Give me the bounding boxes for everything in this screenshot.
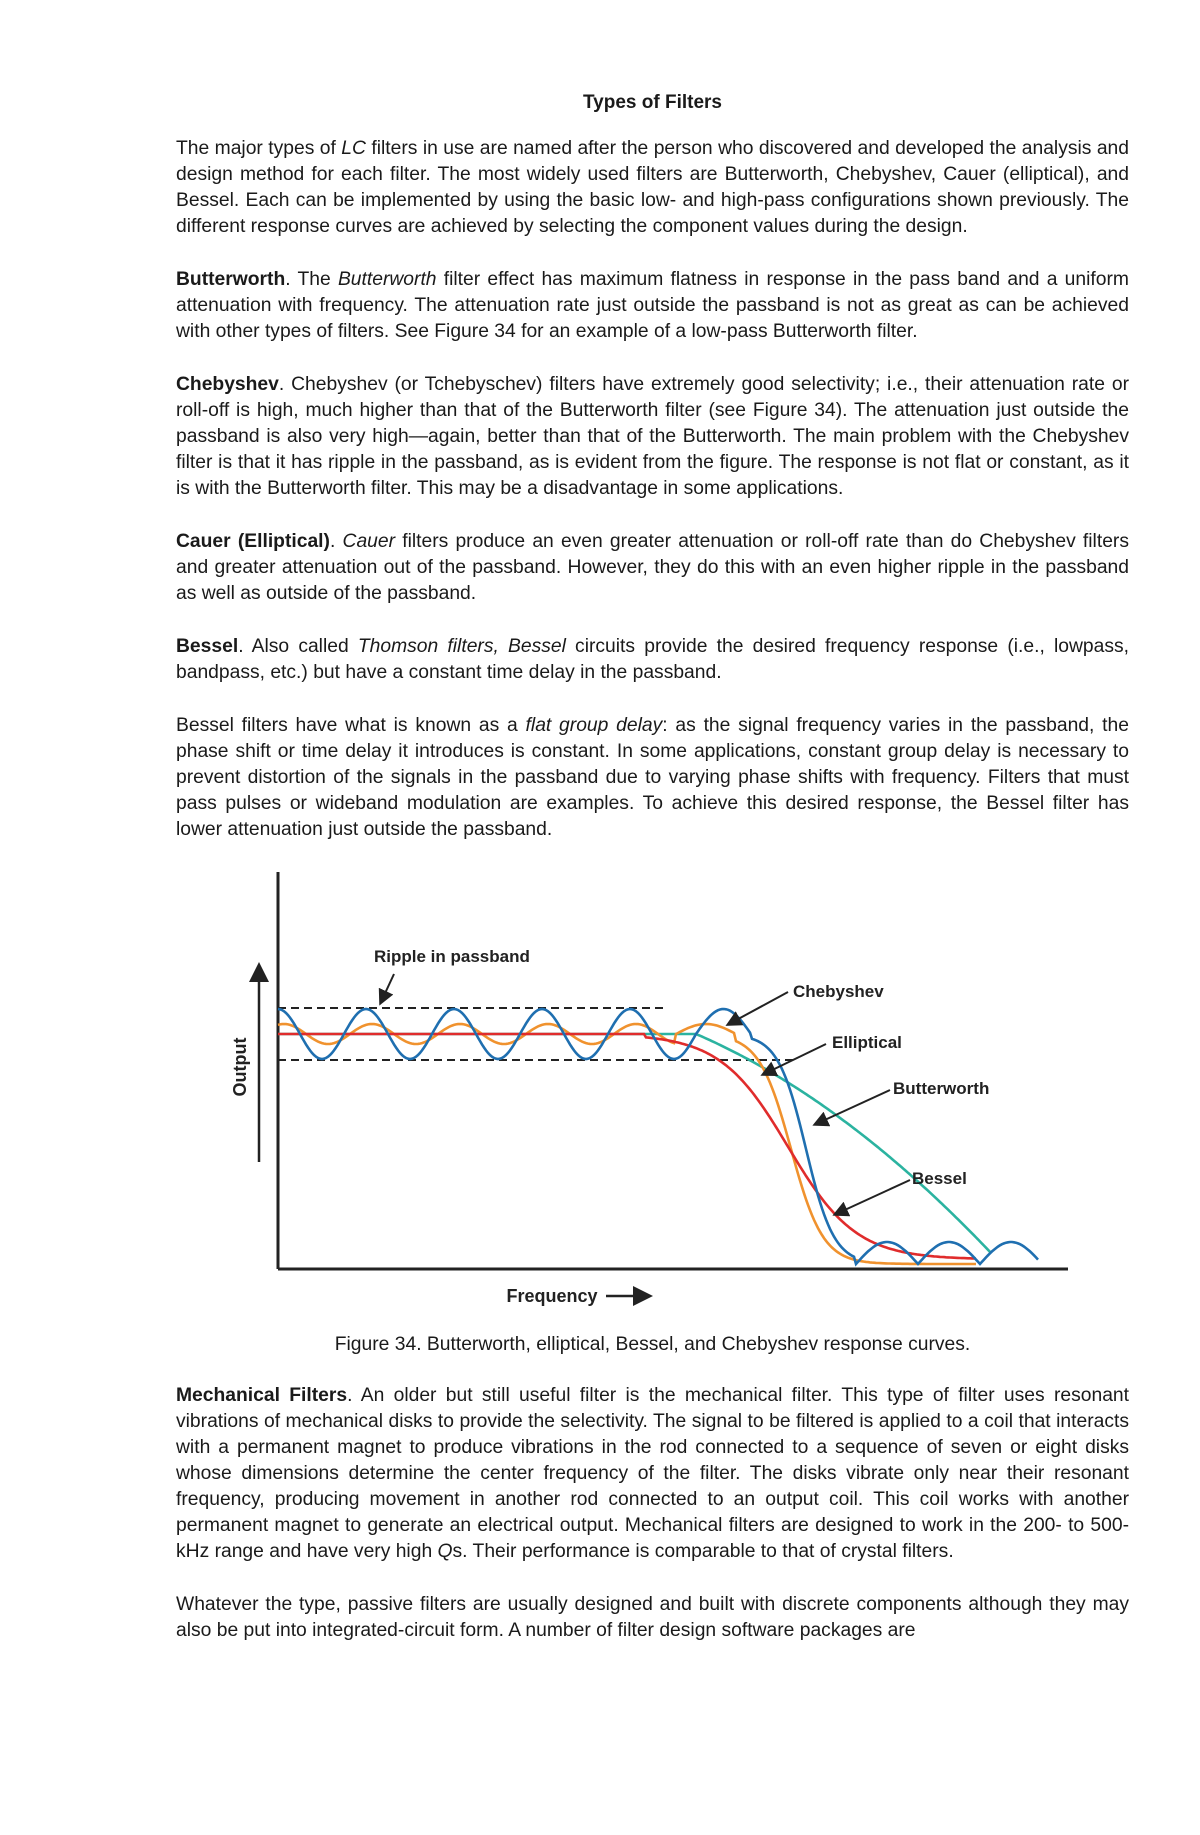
bessel-text-a: . Also called [238,636,358,657]
intro-text-b: filters in use are named after the person who discovered and developed the analysis and design method for each filter. The most widely used filters are Butterworth, Chebyshev, Cauer (elliptical), and Bessel. Each can be implemented by using the basic low- and high-pass configurations shown previously. The different response curves are achieved by selecting the component values during the design. [176,138,1129,237]
mechanical-term: Mechanical Filters [176,1385,348,1406]
bessel2-italic: flat group delay [525,715,663,736]
butterworth-term: Butterworth [176,269,286,290]
chebyshev-term: Chebyshev [176,374,279,395]
bessel-curve [278,1034,976,1259]
bessel-text-b: circuits provide the desired frequency response (i.e., lowpass, bandpass, etc.) but have a constant time delay in the passband. [176,636,1130,683]
mechanical-text-b: s. Their performance is comparable to that of crystal filters. [452,1541,954,1562]
x-axis-label: Frequency [506,1286,598,1306]
bessel2-text-a: Bessel filters have what is known as a [176,715,526,736]
butterworth-curve [278,1034,990,1252]
chebyshev-paragraph [176,372,1129,502]
intro-text-a: The major types of [176,138,342,159]
mechanical-paragraph [176,1383,1129,1565]
figure-caption: Figure 34. Butterworth, elliptical, Bessel, and Chebyshev response curves. [334,1334,971,1355]
document-page [176,92,1129,1671]
cauer-paragraph [176,529,1129,607]
chebyshev-curve [278,1009,1038,1264]
bessel-group-delay-paragraph [176,713,1129,843]
bessel-callout [836,1180,910,1214]
cauer-term: Cauer (Elliptical) [176,531,330,552]
elliptical-label: Elliptical [832,1033,902,1052]
closing-paragraph: Whatever the type, passive filters are usually designed and built with discrete components although they may also be put into integrated-circuit form. A number of filter design software packages are [176,1594,1129,1641]
butterworth-italic: Butterworth [337,269,437,290]
butterworth-paragraph [176,267,1129,345]
response-curves-figure [176,862,1129,1332]
bessel-term: Bessel [176,636,239,657]
bessel-label: Bessel [912,1169,967,1188]
bessel-italic: Thomson filters, Bessel [357,636,566,657]
butterworth-label: Butterworth [893,1079,990,1098]
bessel-paragraph [176,634,1129,686]
response-curves-diagram [176,862,1129,1332]
chebyshev-text: . Chebyshev (or Tchebyschev) filters have extremely good selectivity; i.e., their attenuation rate or roll-off is high, much higher than that of the Butterworth filter (see Figure 34). The attenuation just outside the passband is also very high—again, better than that of the Butterworth. The main problem with the Chebyshev filter is that it has ripple in the passband, as is evident from the figure. The response is not flat or constant, as it is with the Butterworth filter. This may be a disadvantage in some applications. [176,374,1129,499]
butterworth-text-b: filter effect has maximum flatness in response in the pass band and a uniform attenuation with frequency. The attenuation rate just outside the passband is not as great as can be achieved with other types of filters. See Figure 34 for an example of a low-pass Butterworth filter. [176,269,1129,342]
mechanical-italic-q: Q [437,1541,453,1562]
ripple-callout [381,974,394,1002]
butterworth-text-a: . The [285,269,338,290]
ripple-label: Ripple in passband [374,947,530,966]
chebyshev-callout [729,992,788,1024]
y-axis-label: Output [230,1037,250,1097]
mechanical-text-a: . An older but still useful filter is the mechanical filter. This type of filter uses resonant vibrations of mechanical disks to provide the selectivity. The signal to be filtered is applied to a coil that interacts with a permanent magnet to produce vibrations in the rod connected to a sequence of seven or eight disks whose dimensions determine the center frequency of the filter. The disks vibrate only near their resonant frequency, producing movement in another rod connected to an output coil. This coil works with another permanent magnet to generate an electrical output. Mechanical filters are designed to work in the 200- to 500-kHz range and have very high [176,1385,1129,1562]
cauer-italic: Cauer [342,531,396,552]
cauer-text-b: filters produce an even greater attenuation or roll-off rate than do Chebyshev filters and greater attenuation out of the passband. However, they do this with an even higher ripple in the passband as well as outside of the passband. [176,531,1129,604]
intro-paragraph [176,136,1129,240]
bessel2-text-b: : as the signal frequency varies in the passband, the phase shift or time delay it introduces is constant. In some applications, constant group delay is necessary to prevent distortion of the signals in the passband due to varying phase shifts with frequency. Filters that must pass pulses or wideband modulation are examples. To achieve this desired response, the Bessel filter has lower attenuation just outside the passband. [176,715,1129,840]
page-title: Types of Filters [582,92,722,113]
intro-lc-term: LC [341,138,366,159]
cauer-text-a: . [329,531,343,552]
chebyshev-label: Chebyshev [793,982,884,1001]
